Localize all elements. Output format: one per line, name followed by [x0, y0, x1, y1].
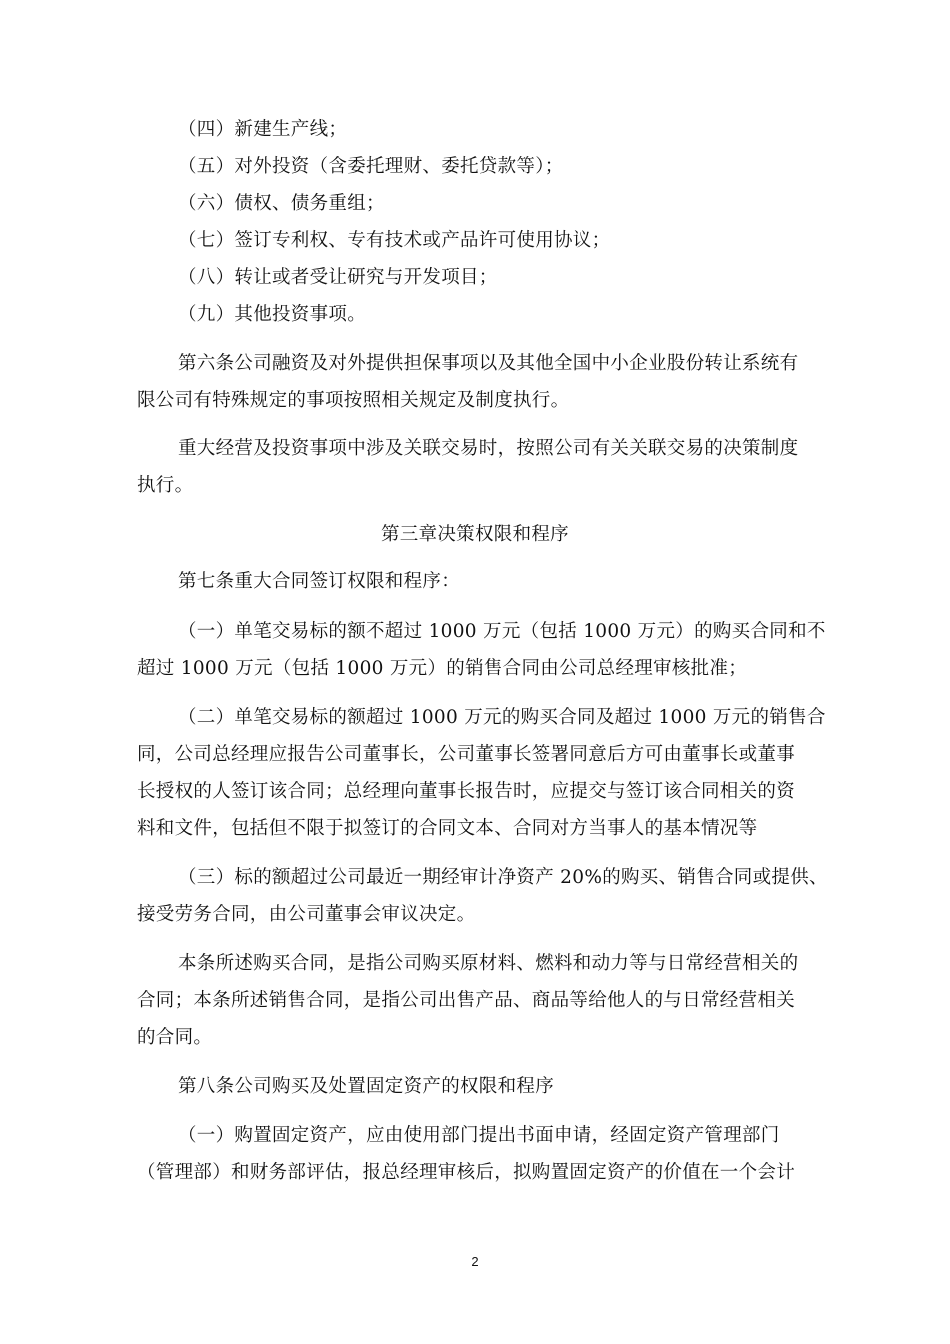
related-transaction-line-2: 执行。	[137, 475, 194, 496]
article-7-item-1-line-1: （一）单笔交易标的额不超过 1000 万元（包括 1000 万元）的购买合同和不	[178, 621, 826, 642]
article-7-item-3-line-1: （三）标的额超过公司最近一期经审计净资产 20%的购买、销售合同或提供、	[178, 867, 828, 888]
article-7-item-3-line-2: 接受劳务合同，由公司董事会审议决定。	[137, 904, 476, 925]
list-item-6: （六）债权、债务重组；	[178, 193, 385, 214]
article-7-item-2-line-4: 料和文件，包括但不限于拟签订的合同文本、合同对方当事人的基本情况等	[137, 818, 758, 839]
list-item-4: （四）新建生产线；	[178, 119, 348, 140]
article-7-item-2-line-3: 长授权的人签订该合同；总经理向董事长报告时，应提交与签订该合同相关的资	[137, 781, 796, 802]
article-7-item-2-line-2: 同，公司总经理应报告公司董事长，公司董事长签署同意后方可由董事长或董事	[137, 744, 796, 765]
list-item-7: （七）签订专利权、专有技术或产品许可使用协议；	[178, 230, 611, 251]
article-7-note-line-3: 的合同。	[137, 1027, 213, 1048]
page-number: 2	[471, 1254, 479, 1269]
article-8-item-1-line-2: （管理部）和财务部评估，报总经理审核后，拟购置固定资产的价值在一个会计	[137, 1162, 796, 1183]
article-7-item-2-line-1: （二）单笔交易标的额超过 1000 万元的购买合同及超过 1000 万元的销售合	[178, 707, 826, 728]
article-7-note-line-1: 本条所述购买合同，是指公司购买原材料、燃料和动力等与日常经营相关的	[178, 953, 799, 974]
article-6-line-1: 第六条公司融资及对外提供担保事项以及其他全国中小企业股份转让系统有	[178, 353, 799, 374]
article-7-title: 第七条重大合同签订权限和程序：	[178, 571, 461, 592]
article-8-item-1-line-1: （一）购置固定资产，应由使用部门提出书面申请，经固定资产管理部门	[178, 1125, 780, 1146]
article-7-item-1-line-2: 超过 1000 万元（包括 1000 万元）的销售合同由公司总经理审核批准；	[137, 658, 748, 679]
list-item-5: （五）对外投资（含委托理财、委托贷款等）；	[178, 156, 564, 177]
article-8-title: 第八条公司购买及处置固定资产的权限和程序	[178, 1076, 555, 1097]
article-6-line-2: 限公司有特殊规定的事项按照相关规定及制度执行。	[137, 390, 570, 411]
list-item-8: （八）转让或者受让研究与开发项目；	[178, 267, 498, 288]
article-7-note-line-2: 合同；本条所述销售合同，是指公司出售产品、商品等给他人的与日常经营相关	[137, 990, 796, 1011]
list-item-9: （九）其他投资事项。	[178, 304, 367, 325]
chapter-title: 第三章决策权限和程序	[380, 524, 569, 545]
related-transaction-line-1: 重大经营及投资事项中涉及关联交易时，按照公司有关关联交易的决策制度	[178, 438, 799, 459]
